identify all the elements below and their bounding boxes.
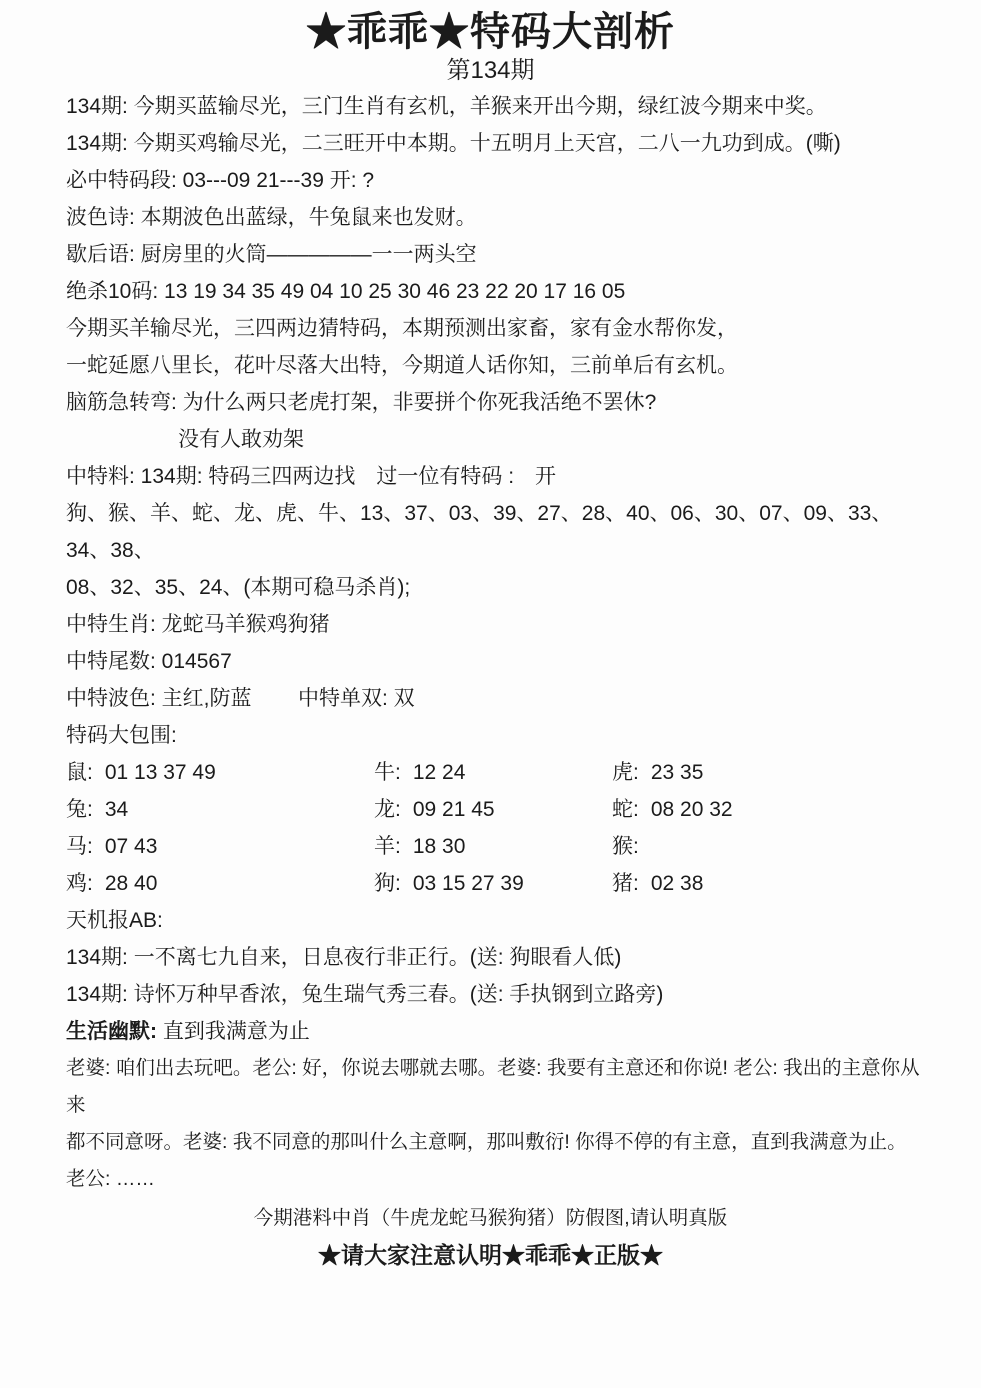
zodiac-label: 鼠: [66,761,93,784]
brand-authenticity-line: ★请大家注意认明★乖乖★正版★ [318,1242,663,1268]
zodiac-numbers: 01 13 37 49 [104,761,216,784]
coverage-row [66,865,931,902]
zodiac-label: 牛: [374,761,401,784]
zodiac-numbers: 03 15 27 39 [412,872,524,895]
prediction-line: 一蛇延愿八里长，花叶尽落大出特，今期道人话你知，三前单后有玄机。 [66,354,738,377]
tianji-title: 天机报AB: [66,909,163,932]
anti-fake-notice: 今期港料中肖（牛虎龙蛇马猴狗猪）防假图,请认明真版 [253,1207,728,1229]
wave-color-value: 中特波色: 主红,防蓝 [66,687,252,710]
zodiac-number-list-line: 08、32、35、24、(本期可稳马杀肖); [66,576,411,599]
humor-line: 老婆: 咱们出去玩吧。老公: 好，你说去哪就去哪。老婆: 我要有主意还和你说! 老公: 我出的主意你从来 [66,1057,920,1116]
coverage-cell [612,828,931,865]
humor-line: 老公: …… [66,1168,155,1190]
kill-codes-line: 绝杀10码: 13 19 34 35 49 04 10 25 30 46 23 22 20 17 16 05 [66,280,626,303]
prediction-line: 今期买羊输尽光，三四两边猜特码，本期预测出家畜，家有金水帮你发， [66,317,738,340]
special-zodiac-line: 中特生肖: 龙蛇马羊猴鸡狗猪 [66,613,330,636]
xiehouyu-line: 歇后语: 厨房里的火筒—————一一两头空 [66,243,477,266]
coverage-cell [66,791,374,828]
coverage-title: 特码大包围: [66,724,177,747]
zodiac-label: 鸡: [66,872,93,895]
zodiac-numbers: 09 21 45 [412,798,495,821]
zodiac-numbers: 28 40 [104,872,158,895]
coverage-cell [66,828,374,865]
coverage-cell [612,791,931,828]
zodiac-numbers: 18 30 [412,835,466,858]
zodiac-label: 羊: [374,835,401,858]
humor-line: 都不同意呀。老婆: 我不同意的那叫什么主意啊，那叫敷衍! 你得不停的有主意，直到我满意为止。 [66,1131,907,1153]
coverage-cell [374,865,612,902]
special-tail-line: 中特尾数: 014567 [66,650,232,673]
humor-intro: 直到我满意为止 [157,1020,310,1043]
coverage-cell [374,754,612,791]
coverage-row [66,828,931,865]
tianji-line: 134期: 诗怀万种早香浓，兔生瑞气秀三春。(送: 手执钢到立路旁) [66,983,664,1006]
zodiac-numbers: 02 38 [650,872,704,895]
zodiac-label: 猴: [612,835,639,858]
zodiac-numbers: 12 24 [412,761,466,784]
zodiac-numbers: 23 35 [650,761,704,784]
zodiac-label: 兔: [66,798,93,821]
prediction-line: 134期: 今期买鸡输尽光，二三旺开中本期。十五明月上天宫，二八一九功到成。(嘶) [66,132,841,155]
zodiac-label: 马: [66,835,93,858]
zodiac-number-list-line: 狗、猴、羊、蛇、龙、虎、牛、13、37、03、39、27、28、40、06、30、07、09、33、34、38、 [66,502,893,562]
zodiac-label: 虎: [612,761,639,784]
zodiac-label: 猪: [612,872,639,895]
wave-and-parity-line [66,680,931,717]
document-body [66,88,931,1198]
zodiac-numbers: 07 43 [104,835,158,858]
riddle-answer: 没有人敢劝架 [178,428,304,451]
zodiac-label: 蛇: [612,798,639,821]
coverage-cell [66,754,374,791]
riddle-line: 脑筋急转弯: 为什么两只老虎打架，非要拼个你死我活绝不罢休? [66,391,657,414]
zodiac-numbers: 34 [104,798,129,821]
zodiac-numbers: 08 20 32 [650,798,733,821]
prediction-line: 134期: 今期买蓝输尽光，三门生肖有玄机，羊猴来开出今期，绿红波今期来中奖。 [66,95,827,118]
tianji-line: 134期: 一不离七九自来，日息夜行非正行。(送: 狗眼看人低) [66,946,622,969]
zodiac-label: 龙: [374,798,401,821]
zodiac-label: 狗: [374,872,401,895]
humor-label: 生活幽默: [66,1020,157,1043]
special-material-line: 中特料: 134期: 特码三四两边找 过一位有特码 : 开 [66,465,557,488]
page-title: ★乖乖★特码大剖析 [306,10,675,54]
coverage-cell [374,791,612,828]
coverage-cell [66,865,374,902]
coverage-cell [374,828,612,865]
coverage-cell [612,865,931,902]
coverage-cell [612,754,931,791]
coverage-row [66,791,931,828]
odd-even-value: 中特单双: 双 [298,687,415,710]
humor-title [66,1013,931,1050]
issue-number: 第134期 [446,57,535,84]
coverage-row [66,754,931,791]
wave-poem-line: 波色诗: 本期波色出蓝绿，牛兔鼠来也发财。 [66,206,477,229]
must-hit-range-line: 必中特码段: 03---09 21---39 开: ? [66,169,375,192]
